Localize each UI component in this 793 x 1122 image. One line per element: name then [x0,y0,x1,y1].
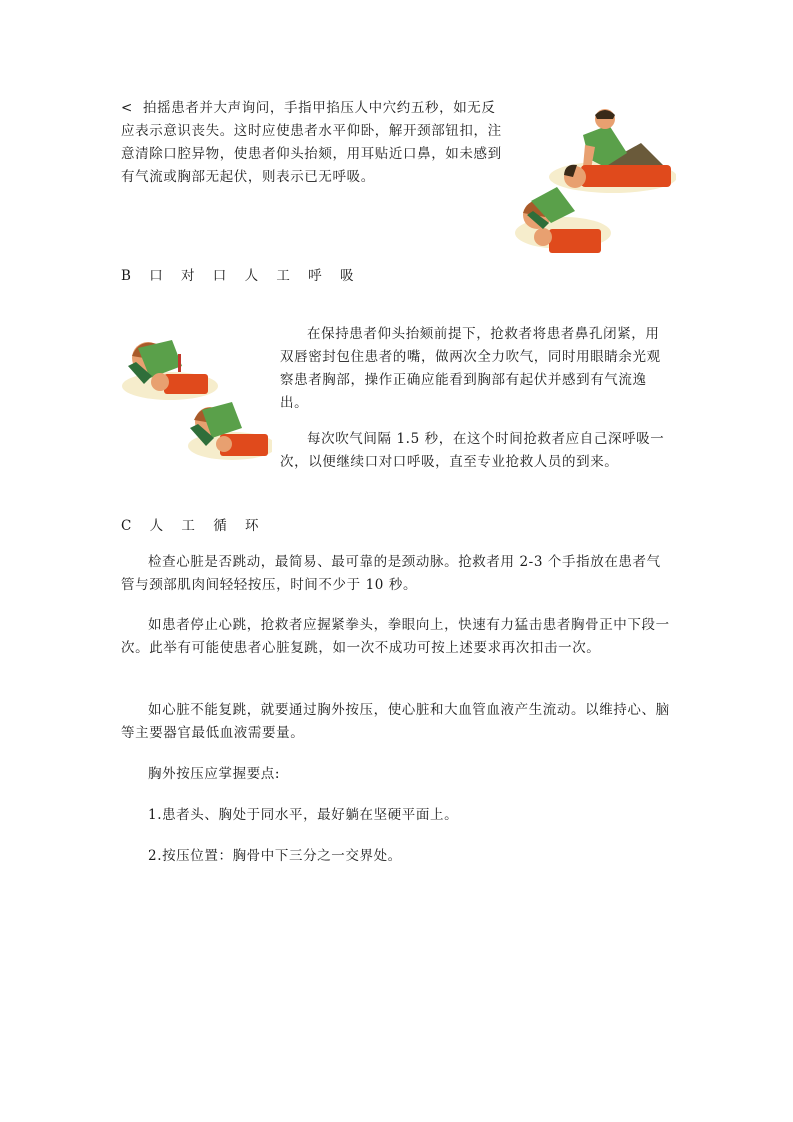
section-c-paragraph-1: 检查心脏是否跳动，最简易、最可靠的是颈动脉。抢救者用 2-3 个手指放在患者气管与颈部肌肉间轻轻按压，时间不少于 10 秒。 [121,554,661,593]
mouth-to-mouth-illustration [120,336,272,468]
section-c-heading: C 人 工 循 环 [121,518,266,534]
section-c-paragraph-4: 胸外按压应掌握要点: [148,766,281,782]
check-consciousness-illustration [513,105,676,260]
section-c-paragraph-2: 如患者停止心跳，抢救者应握紧拳头，拳眼向上，快速有力猛击患者胸骨正中下段一次。此举有可能使患者心脏复跳，如一次不成功可按上述要求再次扣击一次。 [121,617,670,656]
bullet-marker: < [121,100,133,116]
section-c-paragraph-3: 如心脏不能复跳，就要通过胸外按压，使心脏和大血管血液产生流动。以维持心、脑等主要器官最低血液需要量。 [121,702,670,741]
section-b-paragraph-1: 在保持患者仰头抬颏前提下，抢救者将患者鼻孔闭紧，用双唇密封包住患者的嘴，做两次全力吹气，同时用眼睛余光观察患者胸部，操作正确应能看到胸部有起伏并感到有气流逸出。 [280,326,661,411]
section-c-list-item-1: 1.患者头、胸处于同水平，最好躺在坚硬平面上。 [148,807,459,823]
section-a-paragraph: 拍摇患者并大声询问，手指甲掐压人中穴约五秒，如无反应表示意识丧失。这时应使患者水平仰卧，解开颈部钮扣，注意清除口腔异物，使患者仰头抬颏，用耳贴近口鼻，如未感到有气流或胸部无起伏，则表示已无呼吸。 [121,100,502,185]
section-c-list-item-2: 2.按压位置：胸骨中下三分之一交界处。 [148,848,402,864]
section-b-heading: B 口 对 口 人 工 呼 吸 [121,268,361,284]
section-b-paragraph-2: 每次吹气间隔 1.5 秒，在这个时间抢救者应自己深呼吸一次，以便继续口对口呼吸，直至专业抢救人员的到来。 [280,431,665,470]
